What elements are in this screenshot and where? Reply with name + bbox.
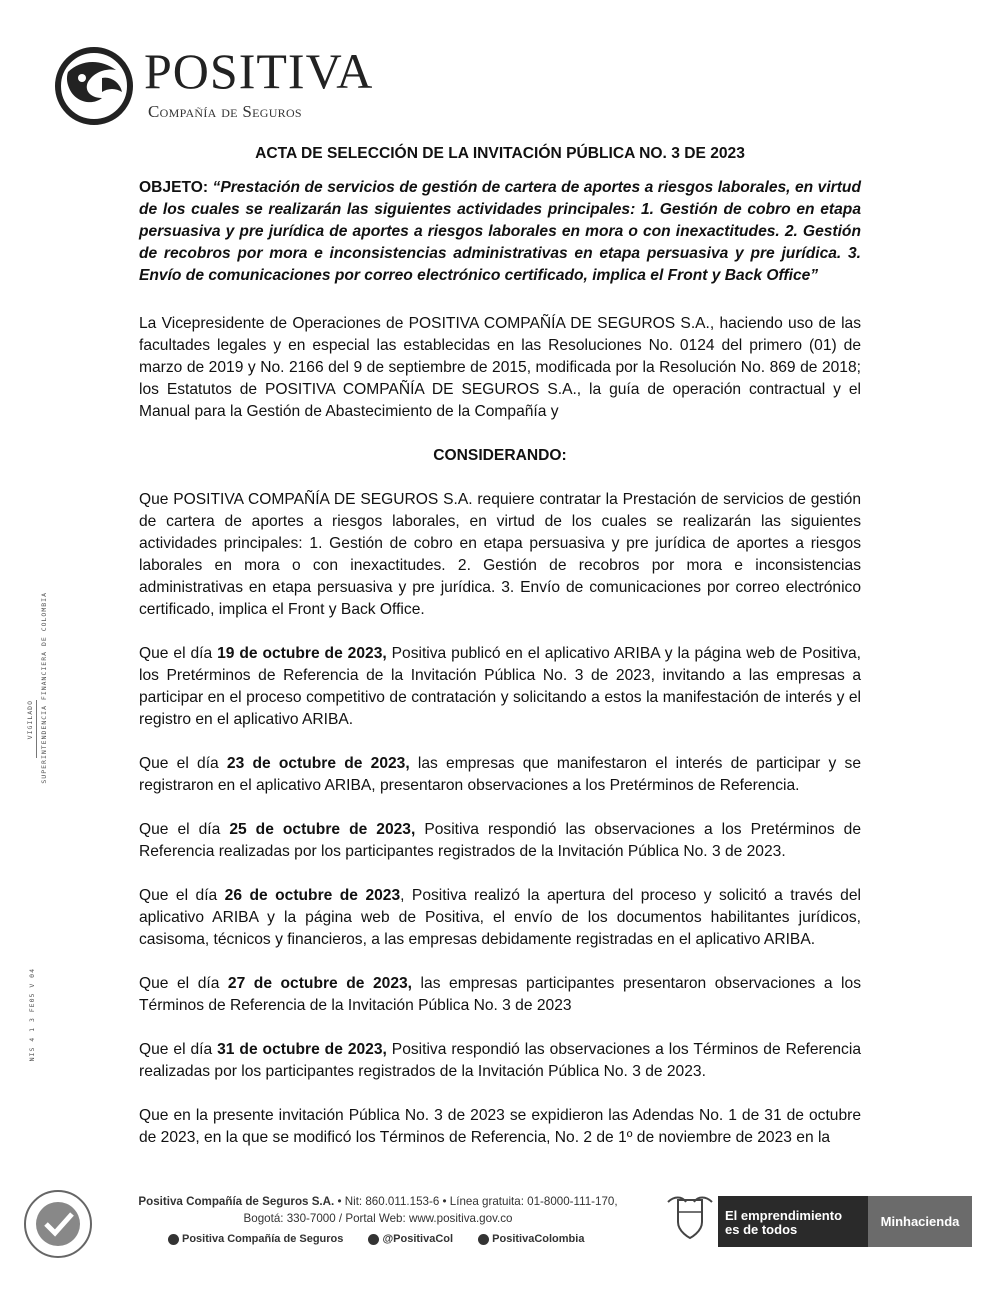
date-text: 26 de octubre de 2023 bbox=[224, 887, 401, 904]
objeto-text: “Prestación de servicios de gestión de cartera de aportes a riesgos laborales, en virtud de los cuales se realizarán las siguientes actividades principales: 1. Gestión de cobro en etapa persuasiva y pre jurídica de aportes a riesgos laborales en mora o con inexactitudes. 2. Gestión de recobros por mora e inconsistencias administrativas en etapa persuasiva y pre jurídica. 3. Envío de comunicaciones por correo electrónico certificado, implica el Front y Back Office” bbox=[139, 179, 861, 284]
gov-slogan-box bbox=[718, 1196, 868, 1247]
considerando-paragraph-1: Que POSITIVA COMPAÑÍA DE SEGUROS S.A. requiere contratar la Prestación de servicios de gestión de cartera de aportes a riesgos laborales, en virtud de los cuales se realizarán las siguientes actividades principales: 1. Gestión de cobro en etapa persuasiva y pre jurídica de aportes a riesgos laborales en mora o con inexactitudes. 2. Gestión de recobros por mora e inconsistencias administrativas en etapa persuasiva y pre jurídica. 3. Envío de comunicaciones por correo electrónico certificado, implica el Front y Back Office. bbox=[139, 491, 861, 618]
considerando-paragraph-4 bbox=[139, 819, 861, 863]
positiva-logo bbox=[50, 42, 374, 132]
logo-subtitle: Compañía de Seguros bbox=[148, 102, 302, 121]
considerando-paragraph-7 bbox=[139, 1039, 861, 1083]
date-text: 25 de octubre de 2023, bbox=[229, 821, 416, 838]
objeto-paragraph bbox=[139, 177, 861, 287]
footer-line-1 bbox=[108, 1193, 648, 1210]
text-run: Que el día bbox=[139, 887, 225, 904]
text-run: Que el día bbox=[139, 755, 227, 772]
gov-slogan-line-2: es de todos bbox=[725, 1222, 798, 1237]
intro-paragraph: La Vicepresidente de Operaciones de POSITIVA COMPAÑÍA DE SEGUROS S.A., haciendo uso de las facultades legales y en especial las establecidas en las Resoluciones No. 0124 del primero (01) de marzo de 2019 y No. 2166 del 9 de septiembre de 2015, modificada por la Resolución No. 869 de 2018; los Estatutos de POSITIVA COMPAÑÍA DE SEGUROS S.A., la guía de operación contractual y el Manual para la Gestión de Abastecimiento de la Compañía y bbox=[139, 315, 861, 420]
text-run: Que el día bbox=[139, 975, 228, 992]
text-run: Que el día bbox=[139, 1041, 218, 1058]
gov-slogan-line-1: El emprendimiento bbox=[725, 1208, 843, 1223]
form-code-mark: NIS 4 1 3 FE05 V 04 bbox=[28, 968, 36, 1062]
considerando-heading: CONSIDERANDO: bbox=[433, 447, 567, 464]
text-run: Positiva publicó en el aplicativo ARIBA y la página web de Positiva, los Pretérminos de Referencia de la Invitación Pública No. 3 de 2023, invitando a las empresas a participar en el proceso competitivo de contratación y solicitando a estos la manifestación de interés y el registro en el aplicativo ARIBA. bbox=[139, 645, 861, 728]
date-text: 27 de octubre de 2023, bbox=[227, 975, 413, 992]
footer-company: Positiva Compañía de Seguros S.A. bbox=[138, 1195, 335, 1208]
footer-contact-info: • Nit: 860.011.153-6 • Línea gratuita: 01-8000-111-170, bbox=[334, 1195, 618, 1208]
youtube-label: PositivaColombia bbox=[492, 1233, 585, 1245]
document-body bbox=[139, 143, 861, 1171]
vigilado-divider bbox=[36, 700, 37, 758]
text-run: Que el día bbox=[139, 645, 218, 662]
considerando-paragraph-5 bbox=[139, 885, 861, 951]
ministry-box: Minhacienda bbox=[868, 1196, 972, 1247]
certification-seal-icon bbox=[22, 1188, 94, 1260]
twitter-label: @PositivaCol bbox=[382, 1233, 454, 1245]
objeto-label: OBJETO: bbox=[139, 179, 209, 196]
considerando-paragraph-8: Que en la presente invitación Pública No. 3 de 2023 se expidieron las Adendas No. 1 de 31 de octubre de 2023, en la que se modificó los Términos de Referencia, No. 2 de 1º de noviembre de 2023 en la bbox=[139, 1107, 861, 1146]
text-run: Positiva respondió las observaciones a los Términos de Referencia realizadas por los participantes registrados de la Invitación Pública No. 3 de 2023. bbox=[139, 1041, 861, 1080]
considerando-paragraph-3 bbox=[139, 753, 861, 797]
footer-contact bbox=[108, 1193, 648, 1227]
text-run: Que el día bbox=[139, 821, 230, 838]
facebook-label: Positiva Compañía de Seguros bbox=[182, 1233, 344, 1245]
considerando-paragraph-6 bbox=[139, 973, 861, 1017]
footer-line-2: Bogotá: 330-7000 / Portal Web: www.positiva.gov.co bbox=[243, 1212, 513, 1225]
document-title: ACTA DE SELECCIÓN DE LA INVITACIÓN PÚBLICA NO. 3 DE 2023 bbox=[255, 145, 745, 162]
logo-name: POSITIVA bbox=[144, 43, 374, 99]
youtube-link[interactable] bbox=[478, 1233, 584, 1245]
colombia-shield-icon bbox=[662, 1192, 718, 1244]
footer-social-links bbox=[168, 1233, 606, 1248]
vigilado-mark: VIGILADO bbox=[26, 700, 34, 740]
twitter-link[interactable] bbox=[368, 1233, 453, 1245]
facebook-icon bbox=[168, 1234, 179, 1245]
twitter-icon bbox=[368, 1234, 379, 1245]
text-run: las empresas participantes presentaron observaciones a los Términos de Referencia de la Invitación Pública No. 3 de 2023 bbox=[139, 975, 861, 1014]
text-run: , Positiva realizó la apertura del proceso y solicitó a través del aplicativo ARIBA y la página web de Positiva, el envío de los documentos habilitantes jurídicos, casisoma, técnicos y financieros, a las empresas debidamente registradas en el aplicativo ARIBA. bbox=[139, 887, 861, 948]
positiva-logo-mark-icon bbox=[50, 42, 142, 128]
page-footer bbox=[0, 1180, 1000, 1280]
text-run: Positiva respondió las observaciones a los Pretérminos de Referencia realizadas por los participantes registrados de la Invitación Pública No. 3 de 2023. bbox=[139, 821, 862, 860]
date-text: 19 de octubre de 2023, bbox=[217, 645, 387, 662]
facebook-link[interactable] bbox=[168, 1233, 343, 1245]
date-text: 23 de octubre de 2023, bbox=[226, 755, 410, 772]
text-run: las empresas que manifestaron el interés de participar y se registraron en el aplicativo ARIBA, presentaron observaciones a los Pretérminos de Referencia. bbox=[139, 755, 861, 794]
superintendencia-mark: SUPERINTENDENCIA FINANCIERA DE COLOMBIA bbox=[40, 592, 48, 784]
date-text: 31 de octubre de 2023, bbox=[217, 1041, 387, 1058]
considerando-paragraph-2 bbox=[139, 643, 861, 731]
youtube-icon bbox=[478, 1234, 489, 1245]
